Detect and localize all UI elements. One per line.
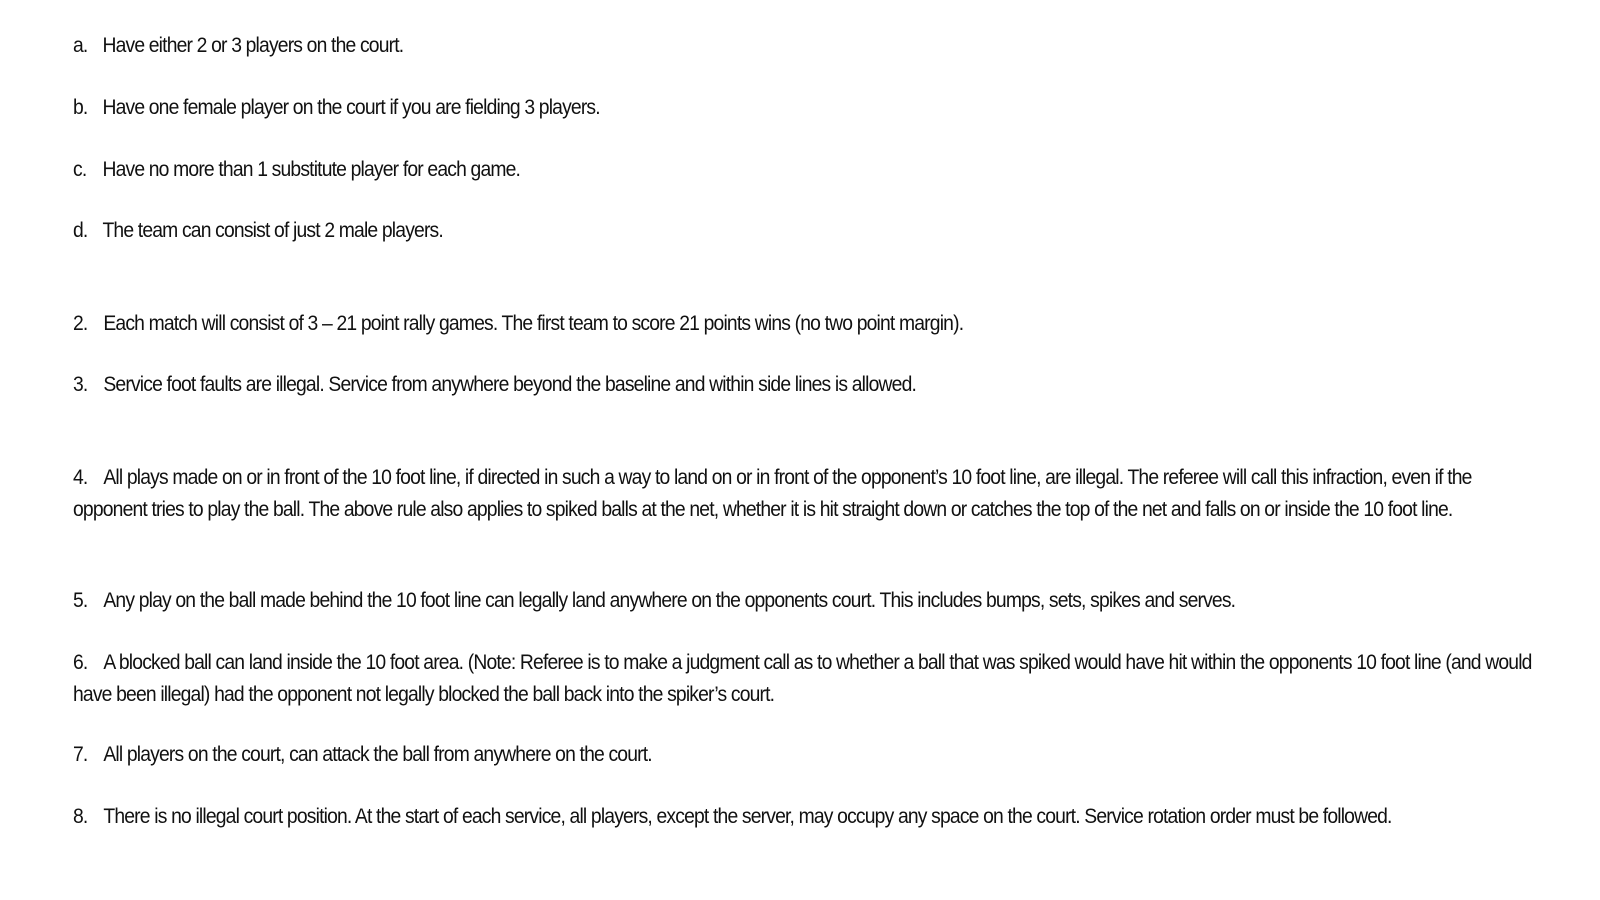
rule-5	[73, 585, 1425, 617]
list-marker: b.	[73, 96, 88, 119]
list-marker: 8.	[73, 805, 88, 828]
list-marker: 4.	[73, 466, 88, 489]
list-marker: d.	[73, 219, 88, 242]
list-item-text: There is no illegal court position. At the start of each service, all players, except the server, may occupy any space on the court. Service rotation order must be followed.	[103, 805, 1392, 828]
sub-item-b	[73, 92, 1425, 124]
rule-8	[73, 801, 1545, 833]
list-item-text: Service foot faults are illegal. Service from anywhere beyond the baseline and within side lines is allowed.	[103, 373, 917, 396]
list-item-text: Have no more than 1 substitute player for each game.	[102, 158, 521, 181]
rule-3	[73, 369, 1425, 401]
rule-4	[73, 462, 1545, 526]
list-marker: 2.	[73, 312, 88, 335]
list-item-text: Each match will consist of 3 – 21 point rally games. The first team to score 21 points wins (no two point margin).	[103, 312, 964, 335]
sub-item-a	[73, 30, 1425, 62]
list-marker: 3.	[73, 373, 88, 396]
sub-item-d	[73, 215, 1425, 247]
list-marker: 5.	[73, 589, 88, 612]
list-item-text: Have either 2 or 3 players on the court.	[102, 34, 404, 57]
list-item-text: Any play on the ball made behind the 10 foot line can legally land anywhere on the opponents court. This includes bumps, sets, spikes and serves.	[103, 589, 1236, 612]
rule-6	[73, 647, 1545, 711]
list-item-text: Have one female player on the court if you are fielding 3 players.	[102, 96, 600, 119]
rule-7	[73, 739, 1425, 771]
list-item-text: All plays made on or in front of the 10 foot line, if directed in such a way to land on or in front of the opponent’s 10 foot line, are illegal. The referee will call this infraction, even if the opponent tries to play the ball. The above rule also applies to spiked balls at the net, whether it is hit straight down or catches the top of the net and falls on or inside the 10 foot line.	[73, 466, 1472, 521]
list-item-text: A blocked ball can land inside the 10 foot area. (Note: Referee is to make a judgment call as to whether a ball that was spiked would have hit within the opponents 10 foot line (and would have been illegal) had the opponent not legally blocked the ball back into the spiker’s court.	[73, 651, 1532, 706]
list-item-text: The team can consist of just 2 male players.	[102, 219, 443, 242]
sub-item-c	[73, 154, 1425, 186]
list-marker: a.	[73, 34, 88, 57]
list-item-text: All players on the court, can attack the ball from anywhere on the court.	[103, 743, 652, 766]
list-marker: c.	[73, 158, 87, 181]
list-marker: 6.	[73, 651, 88, 674]
list-marker: 7.	[73, 743, 88, 766]
rule-2	[73, 308, 1425, 340]
